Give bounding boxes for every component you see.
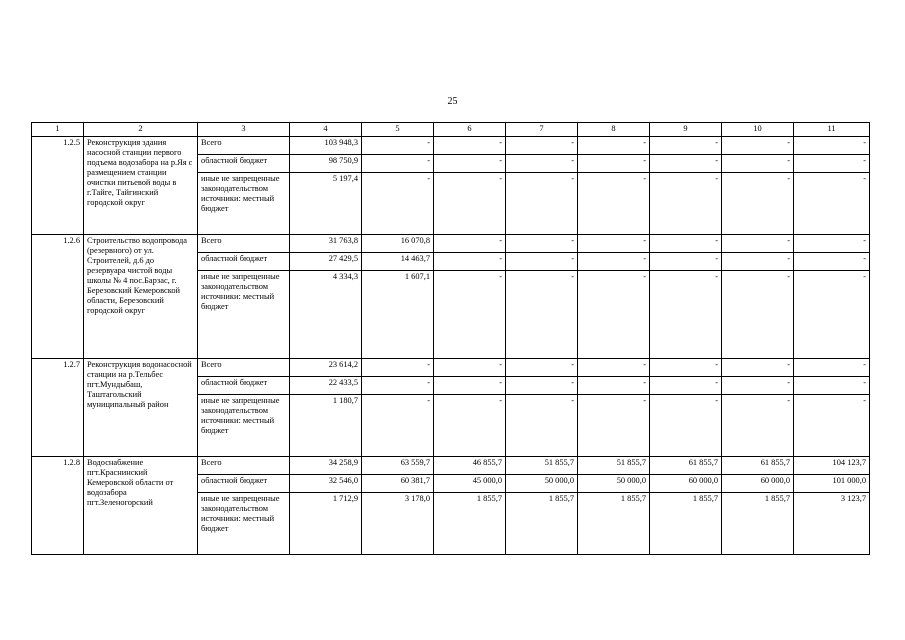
amount-cell: -: [434, 377, 506, 395]
item-name: Строительство водопровода (резервного) от ул. Строителей, д.6 до резервуара чистой воды школы № 4 пос.Барзас, г. Березовский Кемеровской области, Березовский городской округ: [84, 235, 198, 359]
table-row: [32, 235, 870, 253]
amount-cell: -: [434, 235, 506, 253]
table-row: [32, 359, 870, 377]
amount-cell: 51 855,7: [506, 457, 578, 475]
column-header: 11: [794, 123, 870, 137]
amount-cell: -: [578, 359, 650, 377]
column-header: 2: [84, 123, 198, 137]
amount-cell: 22 433,5: [290, 377, 362, 395]
funding-source: областной бюджет: [198, 377, 290, 395]
amount-cell: -: [362, 137, 434, 155]
amount-cell: -: [434, 271, 506, 359]
amount-cell: -: [794, 235, 870, 253]
column-header: 5: [362, 123, 434, 137]
amount-cell: 1 180,7: [290, 395, 362, 457]
amount-cell: 63 559,7: [362, 457, 434, 475]
funding-source: иные не запрещенные законодательством источники: местный бюджет: [198, 395, 290, 457]
amount-cell: -: [794, 137, 870, 155]
item-name: Реконструкция водонасосной станции на р.Тельбес пгт.Мундыбаш, Таштагольский муниципальный район: [84, 359, 198, 457]
amount-cell: 45 000,0: [434, 475, 506, 493]
funding-source: областной бюджет: [198, 475, 290, 493]
amount-cell: -: [650, 235, 722, 253]
amount-cell: 4 334,3: [290, 271, 362, 359]
amount-cell: -: [650, 137, 722, 155]
amount-cell: 104 123,7: [794, 457, 870, 475]
amount-cell: -: [362, 155, 434, 173]
amount-cell: -: [650, 377, 722, 395]
funding-source: иные не запрещенные законодательством источники: местный бюджет: [198, 271, 290, 359]
amount-cell: 14 463,7: [362, 253, 434, 271]
budget-table: [31, 122, 870, 555]
amount-cell: 50 000,0: [506, 475, 578, 493]
amount-cell: -: [794, 271, 870, 359]
column-header: 1: [32, 123, 84, 137]
amount-cell: 46 855,7: [434, 457, 506, 475]
amount-cell: 1 855,7: [722, 493, 794, 555]
funding-source: Всего: [198, 359, 290, 377]
amount-cell: -: [794, 359, 870, 377]
column-header: 10: [722, 123, 794, 137]
amount-cell: 3 123,7: [794, 493, 870, 555]
item-code: 1.2.7: [32, 359, 84, 457]
amount-cell: -: [362, 377, 434, 395]
funding-source: областной бюджет: [198, 253, 290, 271]
table-row: [32, 137, 870, 155]
amount-cell: -: [506, 359, 578, 377]
amount-cell: -: [506, 137, 578, 155]
amount-cell: -: [578, 253, 650, 271]
amount-cell: 1 712,9: [290, 493, 362, 555]
amount-cell: -: [578, 155, 650, 173]
amount-cell: -: [794, 155, 870, 173]
amount-cell: 60 000,0: [722, 475, 794, 493]
funding-source: Всего: [198, 457, 290, 475]
amount-cell: -: [506, 377, 578, 395]
amount-cell: -: [722, 137, 794, 155]
table-row: [32, 457, 870, 475]
item-code: 1.2.5: [32, 137, 84, 235]
amount-cell: 32 546,0: [290, 475, 362, 493]
amount-cell: -: [362, 173, 434, 235]
column-header: 7: [506, 123, 578, 137]
amount-cell: -: [794, 377, 870, 395]
funding-source: Всего: [198, 137, 290, 155]
amount-cell: -: [578, 137, 650, 155]
table-body: [32, 123, 870, 555]
amount-cell: 23 614,2: [290, 359, 362, 377]
column-header: 9: [650, 123, 722, 137]
amount-cell: 5 197,4: [290, 173, 362, 235]
amount-cell: -: [722, 377, 794, 395]
amount-cell: -: [794, 395, 870, 457]
amount-cell: 98 750,9: [290, 155, 362, 173]
amount-cell: 51 855,7: [578, 457, 650, 475]
item-code: 1.2.6: [32, 235, 84, 359]
amount-cell: -: [578, 173, 650, 235]
item-name: Реконструкция здания насосной станции первого подъема водозабора на р.Яя с размещением станции очистки питьевой воды в г.Тайге, Тайгинский городской округ: [84, 137, 198, 235]
amount-cell: 61 855,7: [722, 457, 794, 475]
amount-cell: -: [722, 359, 794, 377]
amount-cell: -: [650, 155, 722, 173]
amount-cell: 34 258,9: [290, 457, 362, 475]
amount-cell: -: [434, 395, 506, 457]
column-header: 4: [290, 123, 362, 137]
page-number: 25: [447, 96, 458, 107]
amount-cell: 3 178,0: [362, 493, 434, 555]
amount-cell: -: [506, 173, 578, 235]
amount-cell: -: [434, 359, 506, 377]
amount-cell: 60 000,0: [650, 475, 722, 493]
funding-source: Всего: [198, 235, 290, 253]
column-header: 6: [434, 123, 506, 137]
amount-cell: -: [578, 235, 650, 253]
amount-cell: -: [650, 395, 722, 457]
amount-cell: -: [506, 395, 578, 457]
funding-source: областной бюджет: [198, 155, 290, 173]
amount-cell: -: [722, 155, 794, 173]
amount-cell: -: [722, 395, 794, 457]
amount-cell: -: [650, 359, 722, 377]
amount-cell: -: [578, 377, 650, 395]
amount-cell: 1 607,1: [362, 271, 434, 359]
amount-cell: -: [434, 155, 506, 173]
amount-cell: -: [506, 155, 578, 173]
funding-source: иные не запрещенные законодательством источники: местный бюджет: [198, 173, 290, 235]
amount-cell: -: [650, 253, 722, 271]
column-header: 8: [578, 123, 650, 137]
amount-cell: -: [506, 253, 578, 271]
amount-cell: 101 000,0: [794, 475, 870, 493]
amount-cell: -: [794, 173, 870, 235]
amount-cell: -: [650, 271, 722, 359]
item-code: 1.2.8: [32, 457, 84, 555]
amount-cell: 16 070,8: [362, 235, 434, 253]
amount-cell: 1 855,7: [506, 493, 578, 555]
amount-cell: -: [722, 253, 794, 271]
amount-cell: -: [362, 359, 434, 377]
amount-cell: 1 855,7: [434, 493, 506, 555]
amount-cell: -: [434, 253, 506, 271]
amount-cell: 27 429,5: [290, 253, 362, 271]
amount-cell: -: [506, 235, 578, 253]
amount-cell: 1 855,7: [650, 493, 722, 555]
amount-cell: -: [722, 235, 794, 253]
amount-cell: -: [578, 271, 650, 359]
amount-cell: 50 000,0: [578, 475, 650, 493]
amount-cell: -: [722, 271, 794, 359]
amount-cell: -: [722, 173, 794, 235]
amount-cell: 1 855,7: [578, 493, 650, 555]
item-name: Водоснабжение пгт.Краснинский Кемеровской области от водозабора пгт.Зеленогорский: [84, 457, 198, 555]
amount-cell: -: [434, 137, 506, 155]
amount-cell: 61 855,7: [650, 457, 722, 475]
amount-cell: -: [650, 173, 722, 235]
amount-cell: 103 948,3: [290, 137, 362, 155]
funding-source: иные не запрещенные законодательством источники: местный бюджет: [198, 493, 290, 555]
column-header: 3: [198, 123, 290, 137]
amount-cell: -: [506, 271, 578, 359]
amount-cell: -: [794, 253, 870, 271]
amount-cell: -: [434, 173, 506, 235]
amount-cell: 31 763,8: [290, 235, 362, 253]
header-row: [32, 123, 870, 137]
amount-cell: -: [362, 395, 434, 457]
amount-cell: -: [578, 395, 650, 457]
amount-cell: 60 381,7: [362, 475, 434, 493]
